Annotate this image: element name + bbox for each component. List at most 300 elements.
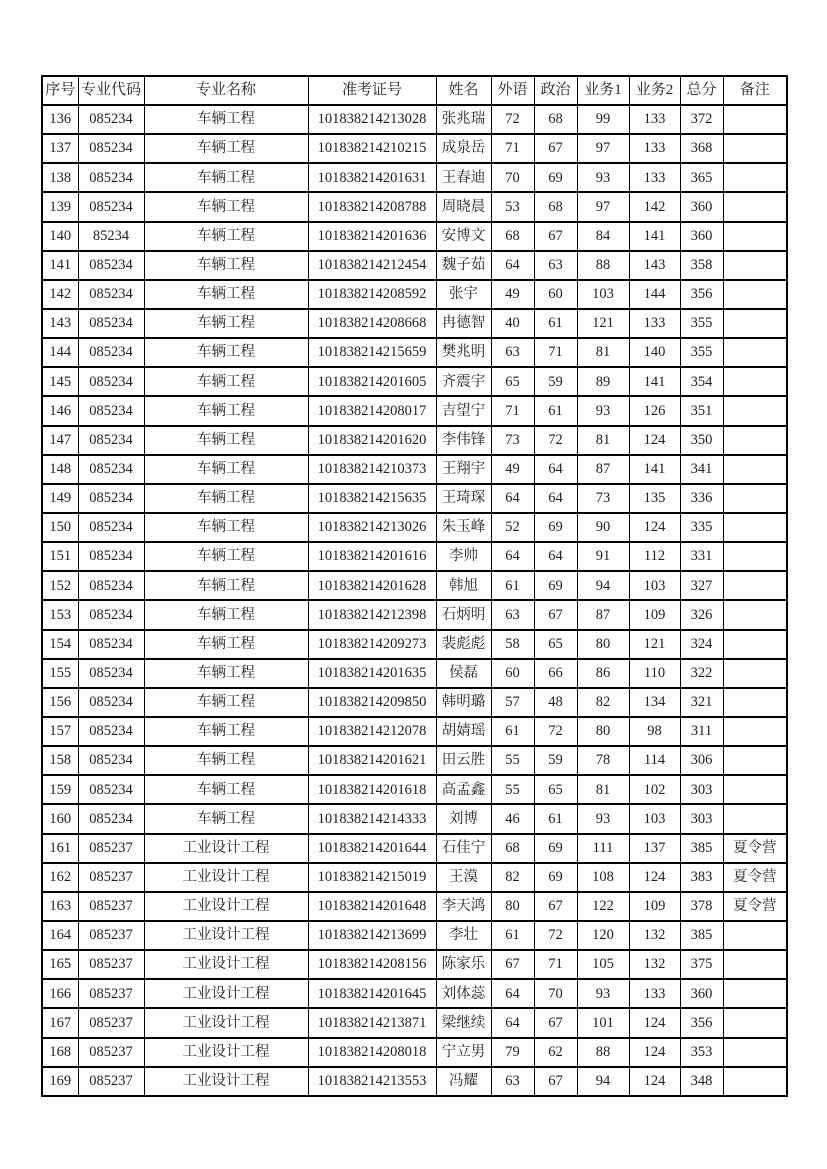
table-cell: 车辆工程 — [144, 484, 308, 513]
table-cell: 65 — [491, 367, 534, 396]
table-cell — [723, 396, 787, 425]
table-cell: 139 — [42, 192, 78, 221]
table-cell: 86 — [577, 659, 629, 688]
table-cell: 81 — [577, 426, 629, 455]
table-row — [42, 950, 787, 979]
table-cell: 165 — [42, 950, 78, 979]
table-cell — [723, 251, 787, 280]
table-cell: 冯耀 — [436, 1067, 491, 1096]
table-cell: 385 — [680, 921, 723, 950]
table-cell: 101838214201635 — [308, 659, 436, 688]
table-cell: 303 — [680, 775, 723, 804]
table-cell: 101838214208788 — [308, 192, 436, 221]
table-cell: 车辆工程 — [144, 396, 308, 425]
table-cell: 69 — [534, 163, 577, 192]
table-cell: 085237 — [78, 1067, 144, 1096]
table-cell: 车辆工程 — [144, 251, 308, 280]
table-cell: 67 — [534, 892, 577, 921]
table-cell: 085234 — [78, 367, 144, 396]
table-cell: 49 — [491, 280, 534, 309]
table-row — [42, 251, 787, 280]
column-header: 业务1 — [577, 76, 629, 105]
table-cell: 161 — [42, 834, 78, 863]
table-cell: 车辆工程 — [144, 309, 308, 338]
table-cell: 331 — [680, 542, 723, 571]
table-cell: 103 — [577, 280, 629, 309]
table-cell — [723, 134, 787, 163]
table-cell: 085237 — [78, 1038, 144, 1067]
table-cell: 168 — [42, 1038, 78, 1067]
table-cell: 101838214210373 — [308, 455, 436, 484]
table-cell: 韩明璐 — [436, 688, 491, 717]
table-cell: 88 — [577, 251, 629, 280]
table-cell: 车辆工程 — [144, 338, 308, 367]
table-cell: 车辆工程 — [144, 192, 308, 221]
table-cell: 085234 — [78, 630, 144, 659]
table-cell: 133 — [629, 979, 680, 1008]
table-cell: 142 — [629, 192, 680, 221]
table-cell: 车辆工程 — [144, 746, 308, 775]
table-cell: 55 — [491, 775, 534, 804]
table-cell: 车辆工程 — [144, 105, 308, 134]
table-cell: 157 — [42, 717, 78, 746]
table-cell — [723, 600, 787, 629]
table-cell: 101838214201621 — [308, 746, 436, 775]
table-cell — [723, 455, 787, 484]
table-cell: 53 — [491, 192, 534, 221]
table-cell: 360 — [680, 192, 723, 221]
table-cell: 93 — [577, 979, 629, 1008]
table-cell: 李天鸿 — [436, 892, 491, 921]
table-row — [42, 834, 787, 863]
table-cell: 车辆工程 — [144, 659, 308, 688]
table-cell: 64 — [534, 455, 577, 484]
table-cell — [723, 746, 787, 775]
table-cell: 101838214208018 — [308, 1038, 436, 1067]
table-cell: 车辆工程 — [144, 571, 308, 600]
table-cell: 112 — [629, 542, 680, 571]
table-cell: 341 — [680, 455, 723, 484]
table-cell: 胡婧瑶 — [436, 717, 491, 746]
table-cell: 张宇 — [436, 280, 491, 309]
column-header: 准考证号 — [308, 76, 436, 105]
table-cell: 69 — [534, 571, 577, 600]
table-cell: 85234 — [78, 222, 144, 251]
table-cell — [723, 775, 787, 804]
table-cell: 101838214212078 — [308, 717, 436, 746]
table-cell: 101838214214333 — [308, 804, 436, 833]
table-cell: 101838214213871 — [308, 1008, 436, 1037]
table-cell: 135 — [629, 484, 680, 513]
table-cell: 378 — [680, 892, 723, 921]
table-cell — [723, 688, 787, 717]
table-cell: 327 — [680, 571, 723, 600]
table-cell: 成泉岳 — [436, 134, 491, 163]
table-cell: 93 — [577, 163, 629, 192]
table-cell: 魏子茹 — [436, 251, 491, 280]
table-body — [42, 105, 787, 1096]
table-cell: 085234 — [78, 659, 144, 688]
table-row — [42, 804, 787, 833]
table-cell: 101838214201645 — [308, 979, 436, 1008]
table-cell: 70 — [491, 163, 534, 192]
table-cell: 354 — [680, 367, 723, 396]
table-row — [42, 659, 787, 688]
table-cell: 侯磊 — [436, 659, 491, 688]
table-cell: 109 — [629, 600, 680, 629]
table-cell: 163 — [42, 892, 78, 921]
table-cell — [723, 659, 787, 688]
table-cell: 73 — [491, 426, 534, 455]
table-cell: 94 — [577, 571, 629, 600]
table-cell: 085234 — [78, 688, 144, 717]
table-cell: 143 — [42, 309, 78, 338]
table-cell: 车辆工程 — [144, 222, 308, 251]
table-cell: 085234 — [78, 105, 144, 134]
table-cell: 王漠 — [436, 863, 491, 892]
table-cell: 383 — [680, 863, 723, 892]
table-cell: 144 — [42, 338, 78, 367]
table-cell: 工业设计工程 — [144, 950, 308, 979]
table-row — [42, 309, 787, 338]
table-cell: 140 — [629, 338, 680, 367]
table-cell — [723, 921, 787, 950]
table-cell: 368 — [680, 134, 723, 163]
table-cell: 085234 — [78, 804, 144, 833]
table-cell: 105 — [577, 950, 629, 979]
table-cell: 80 — [491, 892, 534, 921]
table-cell: 车辆工程 — [144, 163, 308, 192]
table-cell: 王琦琛 — [436, 484, 491, 513]
table-cell: 101838214210215 — [308, 134, 436, 163]
table-cell: 84 — [577, 222, 629, 251]
table-cell: 144 — [629, 280, 680, 309]
table-cell: 65 — [534, 775, 577, 804]
table-cell: 141 — [42, 251, 78, 280]
table-cell: 车辆工程 — [144, 367, 308, 396]
table-cell — [723, 1067, 787, 1096]
table-cell: 工业设计工程 — [144, 863, 308, 892]
table-row — [42, 280, 787, 309]
table-cell: 69 — [534, 863, 577, 892]
table-cell: 朱玉峰 — [436, 513, 491, 542]
table-cell: 356 — [680, 280, 723, 309]
table-cell: 101838214201648 — [308, 892, 436, 921]
table-cell: 355 — [680, 309, 723, 338]
table-row — [42, 513, 787, 542]
table-cell: 64 — [534, 484, 577, 513]
table-cell: 61 — [491, 921, 534, 950]
table-row — [42, 921, 787, 950]
table-cell: 64 — [491, 484, 534, 513]
table-cell — [723, 542, 787, 571]
column-header: 专业名称 — [144, 76, 308, 105]
table-cell: 李伟锋 — [436, 426, 491, 455]
table-cell: 宁立男 — [436, 1038, 491, 1067]
table-cell: 工业设计工程 — [144, 1067, 308, 1096]
table-cell — [723, 804, 787, 833]
table-cell: 140 — [42, 222, 78, 251]
table-cell: 车辆工程 — [144, 600, 308, 629]
table-row — [42, 222, 787, 251]
table-cell: 吉望宁 — [436, 396, 491, 425]
table-cell: 车辆工程 — [144, 717, 308, 746]
table-cell: 085234 — [78, 251, 144, 280]
table-cell: 109 — [629, 892, 680, 921]
table-cell: 67 — [534, 600, 577, 629]
table-cell: 321 — [680, 688, 723, 717]
table-cell: 124 — [629, 513, 680, 542]
table-cell: 149 — [42, 484, 78, 513]
table-cell: 326 — [680, 600, 723, 629]
table-cell: 91 — [577, 542, 629, 571]
table-cell: 68 — [491, 222, 534, 251]
table-row — [42, 484, 787, 513]
table-cell: 90 — [577, 513, 629, 542]
table-cell: 085234 — [78, 484, 144, 513]
table-cell — [723, 426, 787, 455]
table-cell: 085234 — [78, 513, 144, 542]
table-cell: 102 — [629, 775, 680, 804]
table-cell — [723, 192, 787, 221]
table-cell: 夏令营 — [723, 892, 787, 921]
table-cell: 安博文 — [436, 222, 491, 251]
table-cell: 72 — [534, 717, 577, 746]
table-cell: 133 — [629, 105, 680, 134]
table-cell: 94 — [577, 1067, 629, 1096]
table-cell: 车辆工程 — [144, 426, 308, 455]
table-cell: 121 — [577, 309, 629, 338]
table-cell: 69 — [534, 513, 577, 542]
table-cell: 085237 — [78, 1008, 144, 1037]
table-cell: 72 — [491, 105, 534, 134]
table-cell: 101838214215659 — [308, 338, 436, 367]
column-header: 业务2 — [629, 76, 680, 105]
table-cell: 工业设计工程 — [144, 979, 308, 1008]
table-cell: 311 — [680, 717, 723, 746]
table-cell: 160 — [42, 804, 78, 833]
table-cell: 46 — [491, 804, 534, 833]
table-cell: 148 — [42, 455, 78, 484]
column-header: 政治 — [534, 76, 577, 105]
table-cell: 101838214208668 — [308, 309, 436, 338]
table-cell: 车辆工程 — [144, 688, 308, 717]
table-cell: 刘博 — [436, 804, 491, 833]
table-row — [42, 426, 787, 455]
table-cell: 101838214201620 — [308, 426, 436, 455]
table-cell: 周晓晨 — [436, 192, 491, 221]
table-cell: 79 — [491, 1038, 534, 1067]
table-cell: 48 — [534, 688, 577, 717]
table-row — [42, 455, 787, 484]
table-cell: 裴彪彪 — [436, 630, 491, 659]
table-cell: 田云胜 — [436, 746, 491, 775]
table-row — [42, 542, 787, 571]
table-cell: 61 — [534, 396, 577, 425]
table-cell: 132 — [629, 950, 680, 979]
table-cell: 101838214201628 — [308, 571, 436, 600]
table-cell: 360 — [680, 222, 723, 251]
column-header: 专业代码 — [78, 76, 144, 105]
table-cell: 71 — [491, 396, 534, 425]
table-cell: 101838214213699 — [308, 921, 436, 950]
table-cell: 085234 — [78, 600, 144, 629]
column-header: 姓名 — [436, 76, 491, 105]
table-cell: 57 — [491, 688, 534, 717]
table-cell: 164 — [42, 921, 78, 950]
table-cell: 88 — [577, 1038, 629, 1067]
table-cell — [723, 367, 787, 396]
table-cell: 101838214201618 — [308, 775, 436, 804]
table-cell: 工业设计工程 — [144, 921, 308, 950]
table-cell — [723, 105, 787, 134]
table-cell: 150 — [42, 513, 78, 542]
table-cell: 68 — [491, 834, 534, 863]
table-cell: 306 — [680, 746, 723, 775]
table-cell: 385 — [680, 834, 723, 863]
table-cell: 石佳宁 — [436, 834, 491, 863]
table-cell: 124 — [629, 1067, 680, 1096]
table-cell: 350 — [680, 426, 723, 455]
table-cell: 111 — [577, 834, 629, 863]
table-cell: 64 — [491, 1008, 534, 1037]
table-cell: 169 — [42, 1067, 78, 1096]
table-cell: 355 — [680, 338, 723, 367]
table-cell: 工业设计工程 — [144, 1008, 308, 1037]
table-cell: 81 — [577, 338, 629, 367]
header-row — [42, 76, 787, 105]
table-cell — [723, 1038, 787, 1067]
table-cell: 085234 — [78, 338, 144, 367]
table-cell: 085237 — [78, 950, 144, 979]
table-cell: 工业设计工程 — [144, 834, 308, 863]
table-cell: 356 — [680, 1008, 723, 1037]
table-cell: 145 — [42, 367, 78, 396]
table-cell: 162 — [42, 863, 78, 892]
table-cell — [723, 484, 787, 513]
table-cell: 冉德智 — [436, 309, 491, 338]
table-cell: 085234 — [78, 309, 144, 338]
table-cell — [723, 163, 787, 192]
table-row — [42, 600, 787, 629]
table-cell: 车辆工程 — [144, 542, 308, 571]
table-cell: 64 — [491, 979, 534, 1008]
table-cell: 103 — [629, 804, 680, 833]
table-cell: 101838214209273 — [308, 630, 436, 659]
table-cell: 68 — [534, 192, 577, 221]
table-cell: 车辆工程 — [144, 513, 308, 542]
table-row — [42, 338, 787, 367]
table-cell: 124 — [629, 1008, 680, 1037]
column-header: 序号 — [42, 76, 78, 105]
table-cell: 67 — [534, 1067, 577, 1096]
table-row — [42, 630, 787, 659]
table-cell: 101838214212398 — [308, 600, 436, 629]
table-cell: 101838214209850 — [308, 688, 436, 717]
table-cell: 351 — [680, 396, 723, 425]
table-cell: 车辆工程 — [144, 134, 308, 163]
table-cell — [723, 1008, 787, 1037]
table-cell: 工业设计工程 — [144, 1038, 308, 1067]
table-row — [42, 134, 787, 163]
column-header: 总分 — [680, 76, 723, 105]
table-cell: 122 — [577, 892, 629, 921]
table-cell: 085237 — [78, 892, 144, 921]
table-cell: 82 — [491, 863, 534, 892]
table-cell: 62 — [534, 1038, 577, 1067]
table-cell: 085237 — [78, 863, 144, 892]
table-cell — [723, 513, 787, 542]
table-cell: 81 — [577, 775, 629, 804]
table-row — [42, 892, 787, 921]
table-cell: 101838214201644 — [308, 834, 436, 863]
table-cell: 李帅 — [436, 542, 491, 571]
table-cell: 64 — [534, 542, 577, 571]
table-cell: 136 — [42, 105, 78, 134]
table-cell: 154 — [42, 630, 78, 659]
table-cell: 67 — [534, 222, 577, 251]
table-cell: 101838214213553 — [308, 1067, 436, 1096]
table-cell: 141 — [629, 222, 680, 251]
table-cell: 101838214201616 — [308, 542, 436, 571]
table-row — [42, 571, 787, 600]
table-row — [42, 1008, 787, 1037]
table-cell: 66 — [534, 659, 577, 688]
table-cell: 99 — [577, 105, 629, 134]
table-cell: 121 — [629, 630, 680, 659]
table-cell: 110 — [629, 659, 680, 688]
table-cell: 52 — [491, 513, 534, 542]
table-cell: 365 — [680, 163, 723, 192]
table-cell: 72 — [534, 426, 577, 455]
table-cell: 124 — [629, 1038, 680, 1067]
table-cell: 72 — [534, 921, 577, 950]
table-cell: 133 — [629, 309, 680, 338]
table-cell: 358 — [680, 251, 723, 280]
column-header: 备注 — [723, 76, 787, 105]
table-cell: 69 — [534, 834, 577, 863]
table-row — [42, 717, 787, 746]
table-cell: 348 — [680, 1067, 723, 1096]
table-cell: 156 — [42, 688, 78, 717]
table-cell: 101838214201631 — [308, 163, 436, 192]
table-cell: 143 — [629, 251, 680, 280]
table-cell: 085234 — [78, 163, 144, 192]
table-cell: 60 — [534, 280, 577, 309]
table-cell: 375 — [680, 950, 723, 979]
table-cell: 101 — [577, 1008, 629, 1037]
table-cell: 82 — [577, 688, 629, 717]
table-cell: 67 — [534, 134, 577, 163]
table-cell — [723, 222, 787, 251]
table-cell: 101838214212454 — [308, 251, 436, 280]
admission-score-table — [41, 75, 788, 1097]
table-cell: 085237 — [78, 834, 144, 863]
table-cell: 64 — [491, 542, 534, 571]
table-cell: 152 — [42, 571, 78, 600]
table-cell: 085234 — [78, 280, 144, 309]
table-cell: 137 — [42, 134, 78, 163]
table-cell: 303 — [680, 804, 723, 833]
table-cell: 085234 — [78, 717, 144, 746]
table-cell: 126 — [629, 396, 680, 425]
table-cell: 085237 — [78, 979, 144, 1008]
table-cell: 梁继续 — [436, 1008, 491, 1037]
table-cell: 133 — [629, 134, 680, 163]
table-cell: 167 — [42, 1008, 78, 1037]
table-cell: 336 — [680, 484, 723, 513]
table-cell: 55 — [491, 746, 534, 775]
